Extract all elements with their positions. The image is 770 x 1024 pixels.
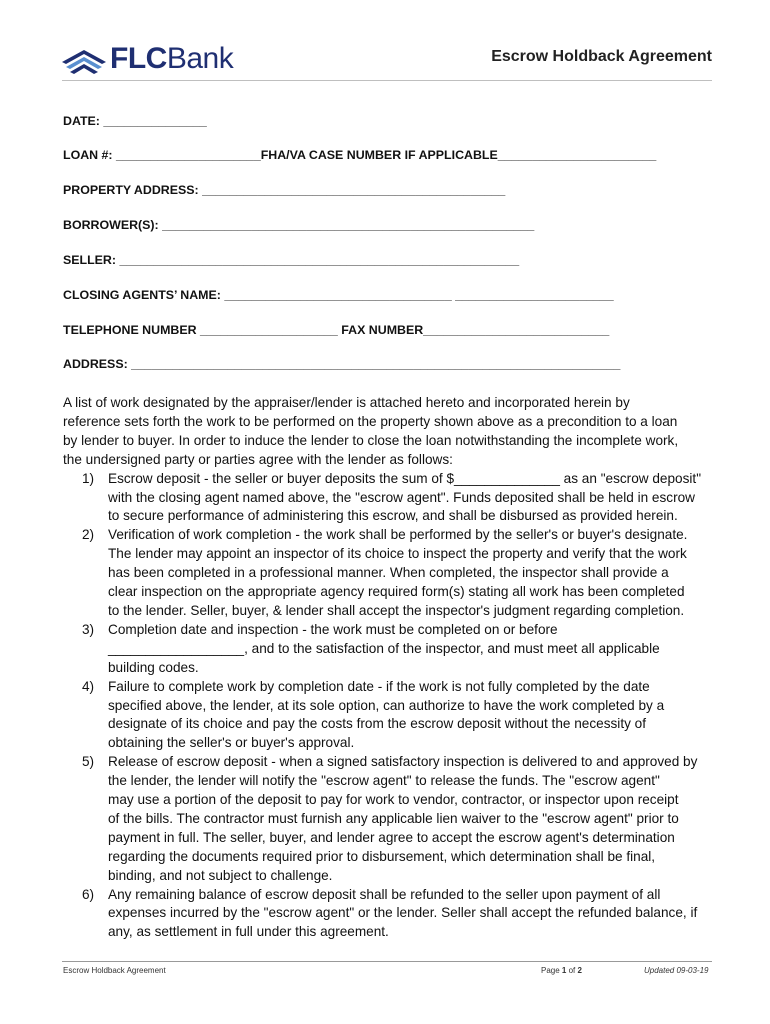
item-number: 4) xyxy=(82,678,95,694)
list-item xyxy=(63,621,723,678)
agreement-body xyxy=(63,394,723,942)
loan-number-field[interactable]: LOAN #: _____________________FHA/VA CASE NUMBER IF APPLICABLE_______________________ xyxy=(63,148,657,162)
logo-wordmark: FLCBank xyxy=(110,42,234,75)
item-number: 2) xyxy=(82,527,95,543)
footer-document-name: Escrow Holdback Agreement xyxy=(63,966,166,975)
footer-divider xyxy=(62,961,712,962)
closing-agents-field[interactable]: CLOSING AGENTS’ NAME: _________________________________ _______________________ xyxy=(63,288,614,302)
item-line: obtaining the seller's or buyer's approval. xyxy=(108,735,355,751)
list-item xyxy=(63,886,723,943)
telephone-fax-field[interactable]: TELEPHONE NUMBER ____________________ FAX NUMBER___________________________ xyxy=(63,323,610,337)
item-line: to the lender. Seller, buyer, & lender shall accept the inspector's judgment regarding completion. xyxy=(108,602,685,618)
page-current: 1 xyxy=(561,966,567,975)
item-line: of the bills. The contractor must furnish any applicable lien waiver to the "escrow agent" prior to xyxy=(108,810,679,826)
intro-line: A list of work designated by the appraiser/lender is attached hereto and incorporated herein by xyxy=(63,395,630,410)
footer-updated-date: Updated 09-03-19 xyxy=(644,966,709,975)
item-line: may use a portion of the deposit to pay for work to vendor, contractor, or inspector upon receipt xyxy=(108,792,679,808)
item-line: building codes. xyxy=(108,659,199,675)
item-number: 6) xyxy=(82,886,95,902)
item-line: designate of its choice and pay the costs from the escrow deposit without the necessity of xyxy=(108,716,647,732)
header-divider xyxy=(62,80,712,81)
intro-line: by lender to buyer. In order to induce the lender to close the loan notwithstanding the incomplete work, xyxy=(63,432,679,448)
list-item xyxy=(63,678,723,754)
item-number: 1) xyxy=(82,470,95,486)
footer-page-number xyxy=(541,966,582,975)
item-line: regarding the documents required prior to disbursement, which determination shall be final, xyxy=(108,848,656,864)
list-item xyxy=(63,526,723,621)
logo-mark-icon xyxy=(62,44,106,74)
item-line: specified above, the lender, at its sole option, can authorize to have the work completed by a xyxy=(108,697,665,713)
item-line: Completion date and inspection - the work must be completed on or before xyxy=(108,621,558,637)
terms-list xyxy=(63,470,723,943)
item-line: The lender may appoint an inspector of its choice to inspect the property and verify that the work xyxy=(108,546,687,562)
borrowers-field[interactable]: BORROWER(S): ______________________________________________________ xyxy=(63,218,535,232)
address-field[interactable]: ADDRESS: _______________________________________________________________________ xyxy=(63,357,621,371)
item-line: Release of escrow deposit - when a signed satisfactory inspection is delivered to and approved by xyxy=(108,754,698,770)
intro-paragraph xyxy=(63,394,723,470)
item-number: 3) xyxy=(82,621,95,637)
list-item xyxy=(63,470,723,527)
item-line: expenses incurred by the "escrow agent" or the lender. Seller shall accept the refunded balance, if xyxy=(108,905,698,921)
item-line: to secure performance of administering this escrow, and shall be disbursed as provided herein. xyxy=(108,508,678,524)
item-line: Failure to complete work by completion date - if the work is not fully completed by the date xyxy=(108,678,650,694)
property-address-field[interactable]: PROPERTY ADDRESS: ____________________________________________ xyxy=(63,183,506,197)
intro-line: the undersigned party or parties agree with the lender as follows: xyxy=(63,451,453,467)
item-line: Escrow deposit - the seller or buyer deposits the sum of $______________ as an "escrow deposit" xyxy=(108,470,702,486)
document-title: Escrow Holdback Agreement xyxy=(491,48,712,65)
item-line: payment in full. The seller, buyer, and lender agree to accept the escrow agent's determination xyxy=(108,829,675,845)
seller-field[interactable]: SELLER: __________________________________________________________ xyxy=(63,253,520,267)
date-field[interactable]: DATE: _______________ xyxy=(63,114,207,128)
item-line: any, as settlement in full under this agreement. xyxy=(108,924,389,940)
item-line: the lender, the lender will notify the "escrow agent" to release the funds. The "escrow agent" xyxy=(108,773,660,789)
list-item xyxy=(63,753,723,885)
item-line: binding, and not subject to challenge. xyxy=(108,867,333,883)
intro-line: reference sets forth the work to be performed on the property shown above as a precondition to a loan xyxy=(63,413,678,429)
flcbank-logo xyxy=(62,42,233,76)
item-line: __________________, and to the satisfaction of the inspector, and must meet all applicable xyxy=(108,640,660,656)
page-of: of xyxy=(566,966,578,975)
item-line: Verification of work completion - the work shall be performed by the seller's or buyer's designate. xyxy=(108,527,688,543)
page-total: 2 xyxy=(577,966,582,975)
item-line: has been completed in a professional manner. When completed, the inspector shall provide a xyxy=(108,565,669,581)
page-prefix: Page xyxy=(541,966,562,975)
item-line: Any remaining balance of escrow deposit shall be refunded to the seller upon payment of all xyxy=(108,886,661,902)
item-line: clear inspection on the appropriate agency required form(s) stating all work has been completed xyxy=(108,584,685,600)
item-line: with the closing agent named above, the "escrow agent". Funds deposited shall be held in escrow xyxy=(108,489,695,505)
item-number: 5) xyxy=(82,754,95,770)
